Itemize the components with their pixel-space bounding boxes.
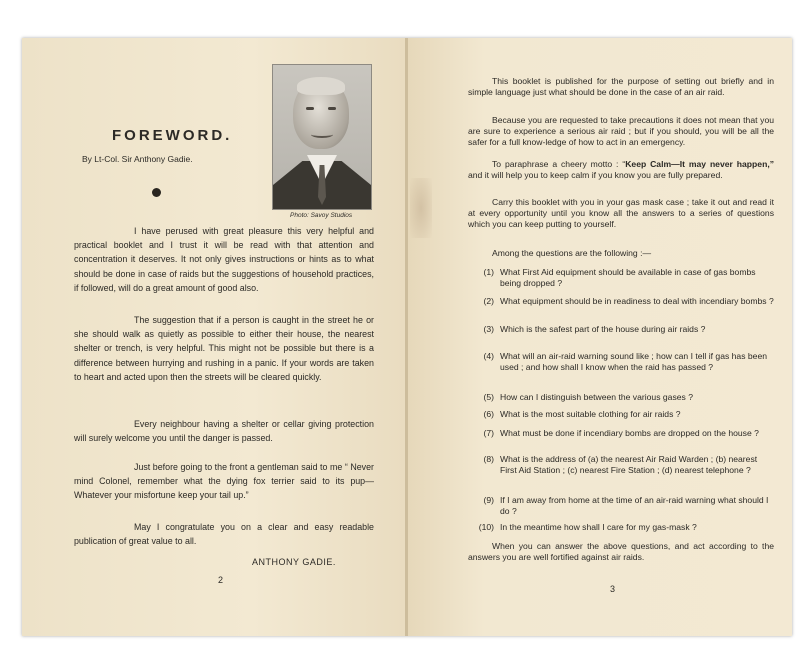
- question-text: Which is the safest part of the house during air raids ?: [500, 324, 706, 334]
- question-text: What is the address of (a) the nearest Air Raid Warden ; (b) nearest First Aid Station ; (c) nearest Fire Station ; (d) nearest telephone ?: [500, 454, 758, 475]
- question-number: (7): [483, 428, 494, 438]
- question-number: (10): [478, 522, 494, 532]
- photo-credit: Photo: Savoy Studios: [290, 212, 353, 219]
- bullet-dot: [152, 188, 161, 197]
- right-page: [408, 38, 792, 636]
- portrait-eye: [306, 107, 314, 110]
- question-number: (5): [483, 392, 494, 402]
- closing-paragraph: When you can answer the above questions, and act according to the answers you are well fortified against air raids.: [468, 541, 774, 562]
- foreword-heading: FOREWORD.: [112, 127, 233, 144]
- question-text: What must be done if incendiary bombs are dropped on the house ?: [500, 428, 759, 438]
- portrait-hair: [297, 77, 345, 95]
- question-number: (4): [483, 351, 494, 361]
- question-text: In the meantime how shall I care for my gas-mask ?: [500, 522, 697, 532]
- motto-after: and it will help you to keep calm if you know you are fully prepared.: [468, 170, 723, 180]
- question-number: (3): [483, 324, 494, 334]
- intro-paragraph: Because you are requested to take precautions it does not mean that you are sure to experience a serious air raid ; but if you should, you will be all the safer for a full know-ledge of how to act in an emergency.: [468, 115, 774, 147]
- portrait-eye: [328, 107, 336, 110]
- foreword-paragraph: May I congratulate you on a clear and easy readable publication of great value to all.: [74, 522, 374, 547]
- question-number: (9): [483, 495, 494, 505]
- question-number: (1): [483, 267, 494, 277]
- intro-paragraph: This booklet is published for the purpose of setting out briefly and in simple language just what should be done in the case of an air raid.: [468, 76, 774, 97]
- left-page: [22, 38, 406, 636]
- question-number: (6): [483, 409, 494, 419]
- page-stain: [410, 178, 432, 238]
- booklet-spread: [22, 38, 792, 636]
- among-paragraph: Among the questions are the following :—: [492, 248, 652, 258]
- question-text: How can I distinguish between the various gases ?: [500, 392, 693, 402]
- page-number: 3: [610, 584, 616, 594]
- byline: By Lt-Col. Sir Anthony Gadie.: [82, 154, 193, 164]
- portrait-photo: [272, 64, 372, 210]
- foreword-paragraph: The suggestion that if a person is caught in the street he or she should walk as quietly as possible to either their house, the nearest shelter or trench, is very helpful. This might not be possible but there is a difference between hurrying and rushing in a panic. If your words are taken to heart and acted upon then the streets will be cleared quickly.: [74, 315, 374, 382]
- question-text: What is the most suitable clothing for air raids ?: [500, 409, 681, 419]
- foreword-paragraph: I have perused with great pleasure this very helpful and practical booklet and I trust it will be read with that attention and concentration it deserves. It not only gives instructions or hints as to what should be done in case of raids but the suggestions of household practices, if followed, will do a great amount of good also.: [74, 226, 374, 293]
- motto-before: To paraphrase a cheery motto : “: [492, 159, 626, 169]
- signature: ANTHONY GADIE.: [252, 557, 336, 567]
- question-number: (8): [483, 454, 494, 464]
- page-number: 2: [218, 575, 224, 585]
- foreword-paragraph: Every neighbour having a shelter or cellar giving protection will surely welcome you until the danger is passed.: [74, 419, 374, 444]
- question-text: What equipment should be in readiness to deal with incendiary bombs ?: [500, 296, 774, 306]
- question-text: What First Aid equipment should be available in case of gas bombs being dropped ?: [500, 267, 756, 288]
- motto-paragraph: [468, 159, 774, 181]
- portrait-mouth: [311, 131, 333, 138]
- question-number: (2): [483, 296, 494, 306]
- motto-bold: Keep Calm—It may never happen,”: [625, 159, 774, 169]
- carry-paragraph: Carry this booklet with you in your gas mask case ; take it out and read it at every opportunity until you know all the answers to a series of questions which you can keep putting to yourself.: [468, 197, 774, 229]
- foreword-paragraph: Just before going to the front a gentleman said to me “ Never mind Colonel, remember what the dying fox terrier said to its pup—Whatever your misfortune keep your tail up.”: [74, 462, 374, 501]
- question-text: If I am away from home at the time of an air-raid warning what should I do ?: [500, 495, 769, 516]
- question-text: What will an air-raid warning sound like ; how can I tell if gas has been used ; and how shall I know when the raid has passed ?: [500, 351, 768, 372]
